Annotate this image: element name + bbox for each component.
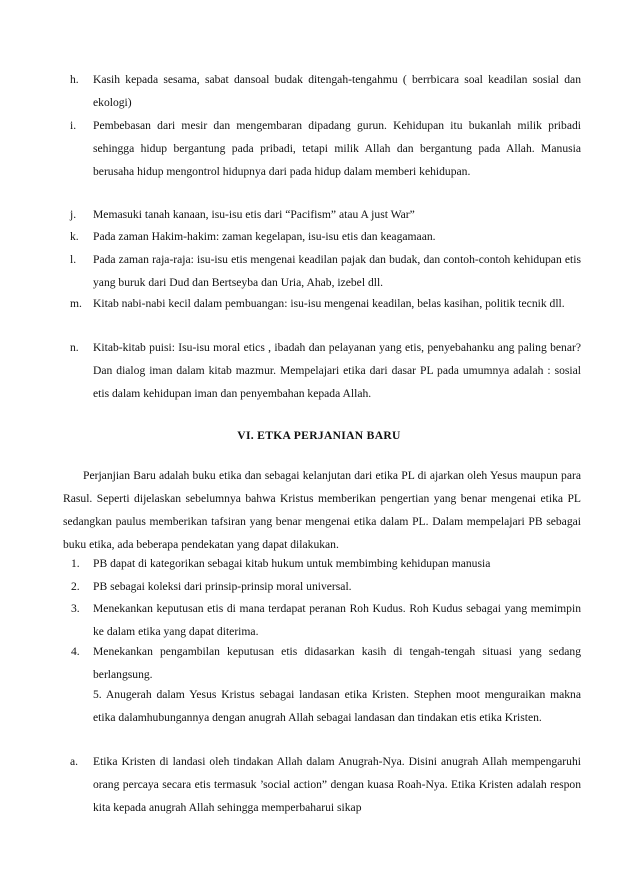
list-marker: l. — [70, 253, 77, 266]
list-item-i — [70, 114, 581, 183]
numbered-text: Menekankan pengambilan keputusan etis didasarkan kasih di tengah-tengah situasi yang sedang berlangsung. — [93, 645, 581, 681]
list-item-j — [70, 203, 581, 226]
intro-paragraph: Perjanjian Baru adalah buku etika dan sebagai kelanjutan dari etika PL di ajarkan oleh Yesus maupun para Rasul. Seperti dijelaskan sebelumnya bahwa Kristus memberikan pengertian yang benar mengenai etika PL sedangkan paulus memberikan tafsiran yang benar mengenai etika dalam PL. Dalam mempelajari PB sebagai buku etika, ada beberapa pendekatan yang dapat dilakukan. — [63, 469, 581, 551]
list-text: Kasih kepada sesama, sabat dansoal budak ditengah-tengahmu ( berrbicara soal keadilan sosial dan ekologi) — [93, 73, 581, 109]
point-5-wrap — [73, 683, 581, 729]
point-5-paragraph: 5. Anugerah dalam Yesus Kristus sebagai landasan etika Kristen. Stephen moot menguraikan makna etika dalamhubungannya dengan anugrah Allah sebagai landasan dan tindakan etis etika Kristen. — [93, 688, 581, 724]
sub-marker: a. — [70, 755, 79, 768]
list-marker: j. — [70, 208, 77, 221]
list-item-h — [70, 68, 581, 114]
numbered-text: PB dapat di kategorikan sebagai kitab hukum untuk membimbing kehidupan manusia — [93, 557, 491, 570]
numbered-item-2 — [71, 575, 581, 598]
list-marker: h. — [70, 73, 79, 86]
numbered-text: PB sebagai koleksi dari prinsip-prinsip moral universal. — [93, 580, 352, 593]
numbered-item-1 — [71, 552, 581, 575]
numbered-marker: 4. — [71, 645, 80, 658]
list-marker: i. — [70, 119, 77, 132]
list-text: Kitab nabi-nabi kecil dalam pembuangan: isu-isu mengenai keadilan, belas kasihan, politik tecnik dll. — [93, 297, 565, 310]
list-marker: n. — [70, 341, 79, 354]
numbered-text: Menekankan keputusan etis di mana terdapat peranan Roh Kudus. Roh Kudus sebagai yang memimpin ke dalam etika yang dapat diterima. — [93, 602, 581, 638]
sub-item-a — [70, 750, 581, 819]
numbered-marker: 3. — [71, 602, 80, 615]
numbered-marker: 2. — [71, 580, 80, 593]
list-item-n — [70, 336, 581, 405]
numbered-item-4 — [71, 640, 581, 686]
sub-text: Etika Kristen di landasi oleh tindakan Allah dalam Anugrah-Nya. Disini anugrah Allah mempengaruhi orang percaya secara etis termasuk ’social action” dengan kuasa Roah-Nya. Etika Kristen adalah respon kita kepada anugrah Allah sehingga memperbaharui sikap — [93, 755, 581, 814]
numbered-marker: 1. — [71, 557, 80, 570]
list-item-l — [70, 248, 581, 294]
list-text: Pembebasan dari mesir dan mengembaran dipadang gurun. Kehidupan itu bukanlah milik pribadi sehingga hidup bergantung pada pribadi, tetapi milik Allah dan bergantung pada Allah. Manusia berusaha hidup mengontrol hidupnya dari pada hidup dalam memberi kehidupan. — [93, 119, 581, 178]
list-text: Kitab-kitab puisi: Isu-isu moral etics , ibadah dan pelayanan yang etis, penyebahanku ang paling benar? Dan dialog iman dalam kitab mazmur. Mempelajari etika dari dasar PL pada umumnya adalah : sosial etis dalam kehidupan iman dan penyembahan kepada Allah. — [93, 341, 581, 400]
numbered-item-3 — [71, 597, 581, 643]
list-text: Pada zaman Hakim-hakim: zaman kegelapan, isu-isu etis dan keagamaan. — [93, 230, 436, 243]
intro-paragraph-wrap — [63, 464, 581, 556]
list-item-m — [70, 292, 581, 315]
list-text: Memasuki tanah kanaan, isu-isu etis dari “Pacifism” atau A just War” — [93, 208, 415, 221]
list-text: Pada zaman raja-raja: isu-isu etis mengenai keadilan pajak dan budak, dan contoh-contoh kehidupan etis yang buruk dari Dud dan Bertseyba dan Uria, Ahab, izebel dll. — [93, 253, 581, 289]
section-heading: VI. ETKA PERJANIAN BARU — [237, 429, 401, 442]
list-marker: m. — [70, 297, 82, 310]
list-item-k — [70, 225, 581, 248]
list-marker: k. — [70, 230, 79, 243]
